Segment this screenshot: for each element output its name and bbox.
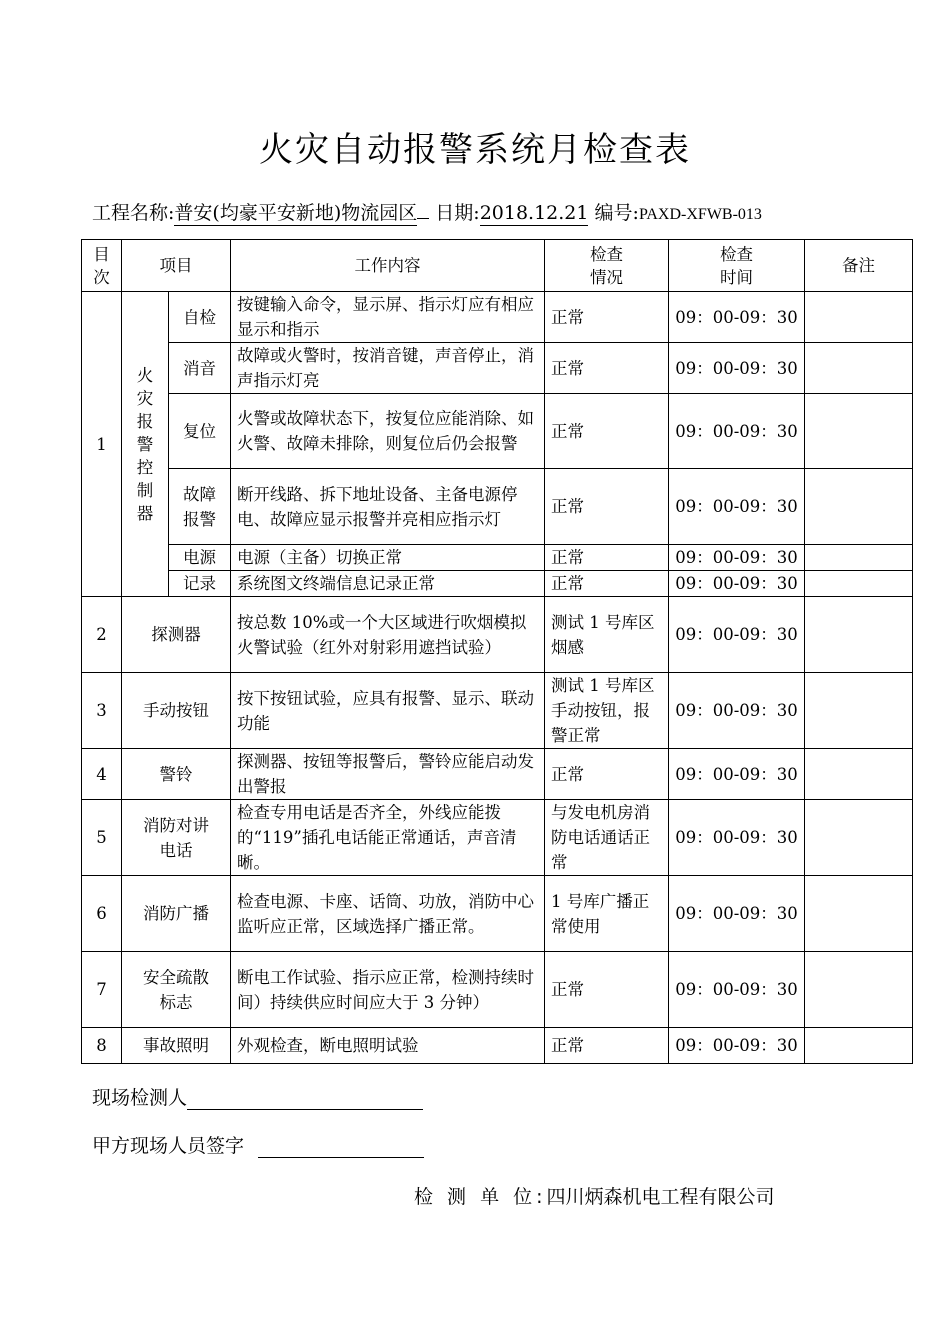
content-cell: 故障或火警时，按消音键，声音停止，消声指示灯亮 <box>231 343 545 394</box>
content-cell: 探测器、按钮等报警后，警铃应能启动发出警报 <box>231 749 545 800</box>
unit-value: 四川炳森机电工程有限公司 <box>546 1186 775 1208</box>
status-cell: 正常 <box>545 545 669 571</box>
note-cell <box>805 749 913 800</box>
code-value: PAXD-XFWB-013 <box>638 206 762 223</box>
note-cell <box>805 876 913 952</box>
header-row <box>82 240 913 292</box>
content-cell: 系统图文终端信息记录正常 <box>231 571 545 597</box>
index-cell: 8 <box>82 1028 122 1064</box>
item-cell: 探测器 <box>122 597 231 673</box>
status-cell: 测试 1 号库区烟感 <box>545 597 669 673</box>
header-time: 检查时间 <box>669 240 805 292</box>
time-cell: 09：00-09：30 <box>669 597 805 673</box>
project-underline-tail <box>417 218 429 219</box>
table-row <box>82 545 913 571</box>
status-cell: 1 号库广播正常使用 <box>545 876 669 952</box>
table-row <box>82 394 913 469</box>
group-label: 火灾报警控制器 <box>122 292 169 597</box>
document-title: 火灾自动报警系统月检查表 <box>259 130 691 170</box>
inspector-label: 现场检测人 <box>92 1087 188 1109</box>
note-cell <box>805 292 913 343</box>
content-cell: 按总数 10%或一个大区域进行吹烟模拟火警试验（红外对射彩用遮挡试验） <box>231 597 545 673</box>
status-cell: 测试 1 号库区手动按钮，报警正常 <box>545 673 669 749</box>
content-cell: 外观检查，断电照明试验 <box>231 1028 545 1064</box>
note-cell <box>805 800 913 876</box>
note-cell <box>805 673 913 749</box>
note-cell <box>805 545 913 571</box>
table-row <box>82 876 913 952</box>
index-cell: 4 <box>82 749 122 800</box>
status-cell: 正常 <box>545 394 669 469</box>
content-cell: 按键输入命令，显示屏、指示灯应有相应显示和指示 <box>231 292 545 343</box>
sub-item: 自检 <box>169 292 231 343</box>
sub-item: 记录 <box>169 571 231 597</box>
content-cell: 断开线路、拆下地址设备、主备电源停电、故障应显示报警并亮相应指示灯 <box>231 469 545 545</box>
content-cell: 检查专用电话是否齐全，外线应能拨的“119”插孔电话能正常通话，声音清晰。 <box>231 800 545 876</box>
item-cell: 消防对讲电话 <box>122 800 231 876</box>
content-cell: 按下按钮试验，应具有报警、显示、联动功能 <box>231 673 545 749</box>
sub-item: 故障报警 <box>169 469 231 545</box>
note-cell <box>805 571 913 597</box>
header-status: 检查情况 <box>545 240 669 292</box>
time-cell: 09：00-09：30 <box>669 1028 805 1064</box>
item-cell: 事故照明 <box>122 1028 231 1064</box>
header-item: 项目 <box>122 240 231 292</box>
inspection-table <box>81 239 913 1064</box>
content-cell: 断电工作试验、指示应正常，检测持续时间）持续供应时间应大于 3 分钟） <box>231 952 545 1028</box>
time-cell: 09：00-09：30 <box>669 749 805 800</box>
header-content: 工作内容 <box>231 240 545 292</box>
item-cell: 警铃 <box>122 749 231 800</box>
project-value: 普安(均豪平安新地)物流园区 <box>174 202 418 224</box>
index-cell: 7 <box>82 952 122 1028</box>
client-label: 甲方现场人员签字 <box>92 1135 245 1157</box>
item-cell: 安全疏散标志 <box>122 952 231 1028</box>
index-cell: 2 <box>82 597 122 673</box>
time-cell: 09：00-09：30 <box>669 876 805 952</box>
group-index: 1 <box>82 292 122 597</box>
header-note: 备注 <box>805 240 913 292</box>
item-cell: 手动按钮 <box>122 673 231 749</box>
status-cell: 正常 <box>545 952 669 1028</box>
time-cell: 09：00-09：30 <box>669 292 805 343</box>
note-cell <box>805 1028 913 1064</box>
note-cell <box>805 469 913 545</box>
time-cell: 09：00-09：30 <box>669 800 805 876</box>
content-cell: 电源（主备）切换正常 <box>231 545 545 571</box>
inspector-signature-line <box>92 1083 423 1110</box>
table-row <box>82 597 913 673</box>
code-label: 编号: <box>594 202 639 224</box>
item-cell: 消防广播 <box>122 876 231 952</box>
inspection-unit-line <box>414 1182 775 1209</box>
table-row <box>82 749 913 800</box>
time-cell: 09：00-09：30 <box>669 545 805 571</box>
meta-line <box>92 198 762 225</box>
status-cell: 正常 <box>545 749 669 800</box>
index-cell: 3 <box>82 673 122 749</box>
index-cell: 5 <box>82 800 122 876</box>
sub-item: 消音 <box>169 343 231 394</box>
table-row <box>82 1028 913 1064</box>
time-cell: 09：00-09：30 <box>669 343 805 394</box>
client-signature-line <box>92 1131 424 1158</box>
status-cell: 正常 <box>545 292 669 343</box>
content-cell: 火警或故障状态下，按复位应能消除、如火警、故障未排除，则复位后仍会报警 <box>231 394 545 469</box>
inspector-signature-blank[interactable] <box>187 1087 423 1110</box>
time-cell: 09：00-09：30 <box>669 469 805 545</box>
status-cell: 正常 <box>545 343 669 394</box>
project-label: 工程名称: <box>92 202 175 224</box>
table-row <box>82 469 913 545</box>
time-cell: 09：00-09：30 <box>669 952 805 1028</box>
note-cell <box>805 597 913 673</box>
table-row <box>82 571 913 597</box>
note-cell <box>805 394 913 469</box>
status-cell: 正常 <box>545 469 669 545</box>
table-row <box>82 800 913 876</box>
status-cell: 与发电机房消防电话通话正常 <box>545 800 669 876</box>
table-row <box>82 292 913 343</box>
date-value: 2018.12.21 <box>479 202 589 224</box>
header-index: 目次 <box>82 240 122 292</box>
table-row <box>82 952 913 1028</box>
note-cell <box>805 952 913 1028</box>
table-row <box>82 673 913 749</box>
time-cell: 09：00-09：30 <box>669 394 805 469</box>
time-cell: 09：00-09：30 <box>669 673 805 749</box>
sub-item: 复位 <box>169 394 231 469</box>
content-cell: 检查电源、卡座、话筒、功放，消防中心监听应正常，区域选择广播正常。 <box>231 876 545 952</box>
table-row <box>82 343 913 394</box>
time-cell: 09：00-09：30 <box>669 571 805 597</box>
index-cell: 6 <box>82 876 122 952</box>
sub-item: 电源 <box>169 545 231 571</box>
note-cell <box>805 343 913 394</box>
status-cell: 正常 <box>545 1028 669 1064</box>
unit-label: 检 测 单 位: <box>414 1186 547 1208</box>
client-signature-blank[interactable] <box>258 1135 424 1158</box>
status-cell: 正常 <box>545 571 669 597</box>
date-label: 日期: <box>435 202 480 224</box>
